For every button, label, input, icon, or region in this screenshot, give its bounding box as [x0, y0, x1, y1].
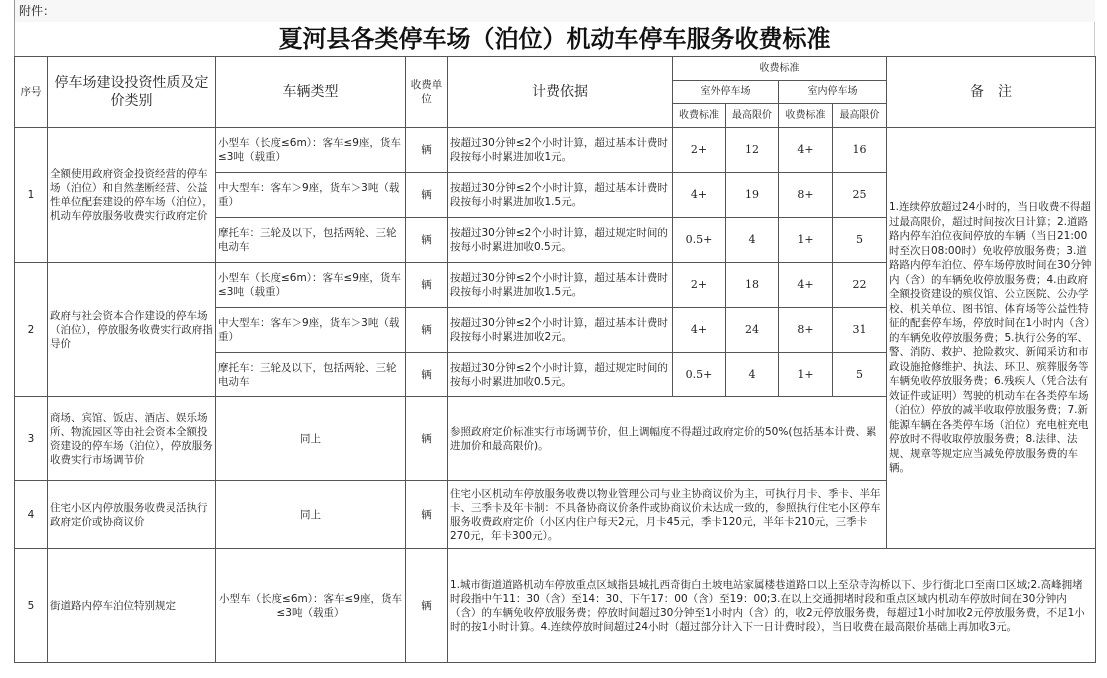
vehicle-type: 中大型车：客车＞9座，货车＞3吨（载重） — [216, 173, 406, 218]
row-seq: 1 — [15, 128, 48, 263]
outdoor-rate: 4+ — [673, 173, 726, 218]
basis: 按超过30分钟≤2个小时计算，超过规定时间的按每小时累进加收0.5元。 — [448, 353, 673, 397]
header-fee-standard: 收费标准 — [673, 57, 887, 81]
row-seq: 5 — [15, 549, 48, 663]
indoor-rate: 1+ — [779, 353, 833, 397]
remarks-cell: 1.连续停放超过24小时的，当日收费不得超过最高限价，超过时间按次日计算；2.道路路内停车泊位夜间停放的车辆（当日21:00时至次日08:00时）免收停放服务费；3.道路路内停车泊位、停车场停放时间在30分钟内（含）的车辆免收停放服务费；4.由政府全额投资建设的殡仪馆、公立医院、公办学校、机关单位、图书馆、体育场等公益性特征的配套停车场，停放时间在1小时内（含）的车辆免收停放服务费；5.执行公务的军、警、消防、救护、抢险救灾、新闻采访和市政设施抢修维护、执法、环卫、殡葬服务等车辆免收停放服务费；6.残疾人（凭合法有效证件或证明）驾驶的机动车在各类停车场（泊位）停放的减半收取停放服务费；7.新能源车辆在各类停车场（泊位）充电桩充电停放时不得收取停放服务费；8.法律、法规、规章等规定应当减免停放服务费的车辆。 — [887, 128, 1096, 549]
document-title: 夏河县各类停车场（泊位）机动车停车服务收费标准 — [14, 22, 1095, 56]
basis: 按超过30分钟≤2个小时计算，超过基本计费时段按每小时累进加收2元。 — [448, 308, 673, 353]
indoor-max: 5 — [833, 218, 887, 263]
outdoor-rate: 2+ — [673, 128, 726, 173]
basis: 按超过30分钟≤2个小时计算，超过基本计费时段按每小时累进加收1.5元。 — [448, 263, 673, 308]
outdoor-rate: 0.5+ — [673, 353, 726, 397]
unit: 辆 — [406, 308, 448, 353]
row-category: 政府与社会资本合作建设的停车场（泊位），停放服务收费实行政府指导价 — [48, 263, 216, 397]
unit: 辆 — [406, 173, 448, 218]
outdoor-max: 18 — [726, 263, 779, 308]
indoor-rate: 1+ — [779, 218, 833, 263]
unit: 辆 — [406, 263, 448, 308]
header-unit: 收费单位 — [406, 57, 448, 128]
row-category: 街道路内停车泊位特别规定 — [48, 549, 216, 663]
basis: 参照政府定价标准实行市场调节价，但上调幅度不得超过政府定价的50%(包括基本计费、累进加价和最高限价)。 — [448, 397, 887, 481]
outdoor-rate: 4+ — [673, 308, 726, 353]
header-indoor-max: 最高限价 — [833, 104, 887, 128]
basis: 按超过30分钟≤2个小时计算，超过基本计费时段按每小时累进加收1元。 — [448, 128, 673, 173]
vehicle-type: 摩托车：三轮及以下，包括两轮、三轮电动车 — [216, 353, 406, 397]
header-remarks: 备 注 — [887, 57, 1096, 128]
outdoor-max: 12 — [726, 128, 779, 173]
vehicle-type: 小型车（长度≤6m）：客车≤9座，货车≤3吨（载重） — [216, 128, 406, 173]
indoor-max: 22 — [833, 263, 887, 308]
fee-standard-table — [14, 56, 1096, 663]
outdoor-max: 4 — [726, 218, 779, 263]
attachment-label: 附件： — [14, 0, 1095, 22]
unit: 辆 — [406, 481, 448, 549]
unit: 辆 — [406, 397, 448, 481]
header-category: 停车场建设投资性质及定价类别 — [48, 57, 216, 128]
vehicle-type: 小型车（长度≤6m）：客车≤9座，货车≤3吨（载重） — [216, 549, 406, 663]
header-indoor-rate: 收费标准 — [779, 104, 833, 128]
header-outdoor: 室外停车场 — [673, 81, 779, 104]
outdoor-max: 24 — [726, 308, 779, 353]
table-row — [15, 549, 1096, 663]
indoor-rate: 4+ — [779, 128, 833, 173]
outdoor-rate: 0.5+ — [673, 218, 726, 263]
row-category: 全额使用政府资金投资经营的停车场（泊位）和自然垄断经营、公益性单位配套建设的停车场（泊位），机动车停放服务收费实行政府定价 — [48, 128, 216, 263]
vehicle-type: 小型车（长度≤6m）：客车≤9座，货车≤3吨（载重） — [216, 263, 406, 308]
unit: 辆 — [406, 549, 448, 663]
vehicle-type: 同上 — [216, 481, 406, 549]
basis: 1.城市街道道路机动车停放重点区域指县城扎西奇街白土坡电站家属楼巷道路口以上至尕寺沟桥以下、步行街北口至南口区域;2.高峰拥堵时段指中午11：30（含）至14：30、下午17：00（含）至19：00;3.在以上交通拥堵时段和重点区域内机动车停放时间在30分钟内（含）的车辆免收停放服务费；停放时间超过30分钟至1小时内（含）的，收2元停放服务费，每超过1小时加收2元停放服务费，不足1小时的按1小时计算。4.连续停放时间超过24小时（超过部分计入下一日计费时段），当日收费在最高限价基础上再加收3元。 — [448, 549, 1096, 663]
outdoor-rate: 2+ — [673, 263, 726, 308]
unit: 辆 — [406, 353, 448, 397]
indoor-rate: 8+ — [779, 308, 833, 353]
basis: 按超过30分钟≤2个小时计算，超过规定时间的按每小时累进加收0.5元。 — [448, 218, 673, 263]
row-seq: 2 — [15, 263, 48, 397]
indoor-rate: 8+ — [779, 173, 833, 218]
table-row — [15, 128, 1096, 173]
header-seq: 序号 — [15, 57, 48, 128]
header-indoor: 室内停车场 — [779, 81, 887, 104]
indoor-max: 16 — [833, 128, 887, 173]
header-outdoor-rate: 收费标准 — [673, 104, 726, 128]
header-vehicle-type: 车辆类型 — [216, 57, 406, 128]
unit: 辆 — [406, 218, 448, 263]
unit: 辆 — [406, 128, 448, 173]
header-outdoor-max: 最高限价 — [726, 104, 779, 128]
header-basis: 计费依据 — [448, 57, 673, 128]
vehicle-type: 同上 — [216, 397, 406, 481]
outdoor-max: 19 — [726, 173, 779, 218]
indoor-max: 25 — [833, 173, 887, 218]
vehicle-type: 中大型车：客车＞9座，货车＞3吨（载重） — [216, 308, 406, 353]
basis: 按超过30分钟≤2个小时计算，超过基本计费时段按每小时累进加收1.5元。 — [448, 173, 673, 218]
indoor-max: 5 — [833, 353, 887, 397]
row-category: 住宅小区内停放服务收费灵活执行政府定价或协商议价 — [48, 481, 216, 549]
row-category: 商场、宾馆、饭店、酒店、娱乐场所、物流园区等由社会资本全额投资建设的停车场（泊位），停放服务收费实行市场调节价 — [48, 397, 216, 481]
indoor-rate: 4+ — [779, 263, 833, 308]
vehicle-type: 摩托车：三轮及以下，包括两轮、三轮电动车 — [216, 218, 406, 263]
row-seq: 3 — [15, 397, 48, 481]
outdoor-max: 4 — [726, 353, 779, 397]
row-seq: 4 — [15, 481, 48, 549]
basis: 住宅小区机动车停放服务收费以物业管理公司与业主协商议价为主，可执行月卡、季卡、半年卡、三季卡及年卡制：不具备协商议价条件或协商议价未达成一致的，参照执行住宅小区停车服务收费政府定价（小区内住户每天2元，月卡45元，季卡120元，半年卡210元，三季卡270元，年卡300元）。 — [448, 481, 887, 549]
indoor-max: 31 — [833, 308, 887, 353]
